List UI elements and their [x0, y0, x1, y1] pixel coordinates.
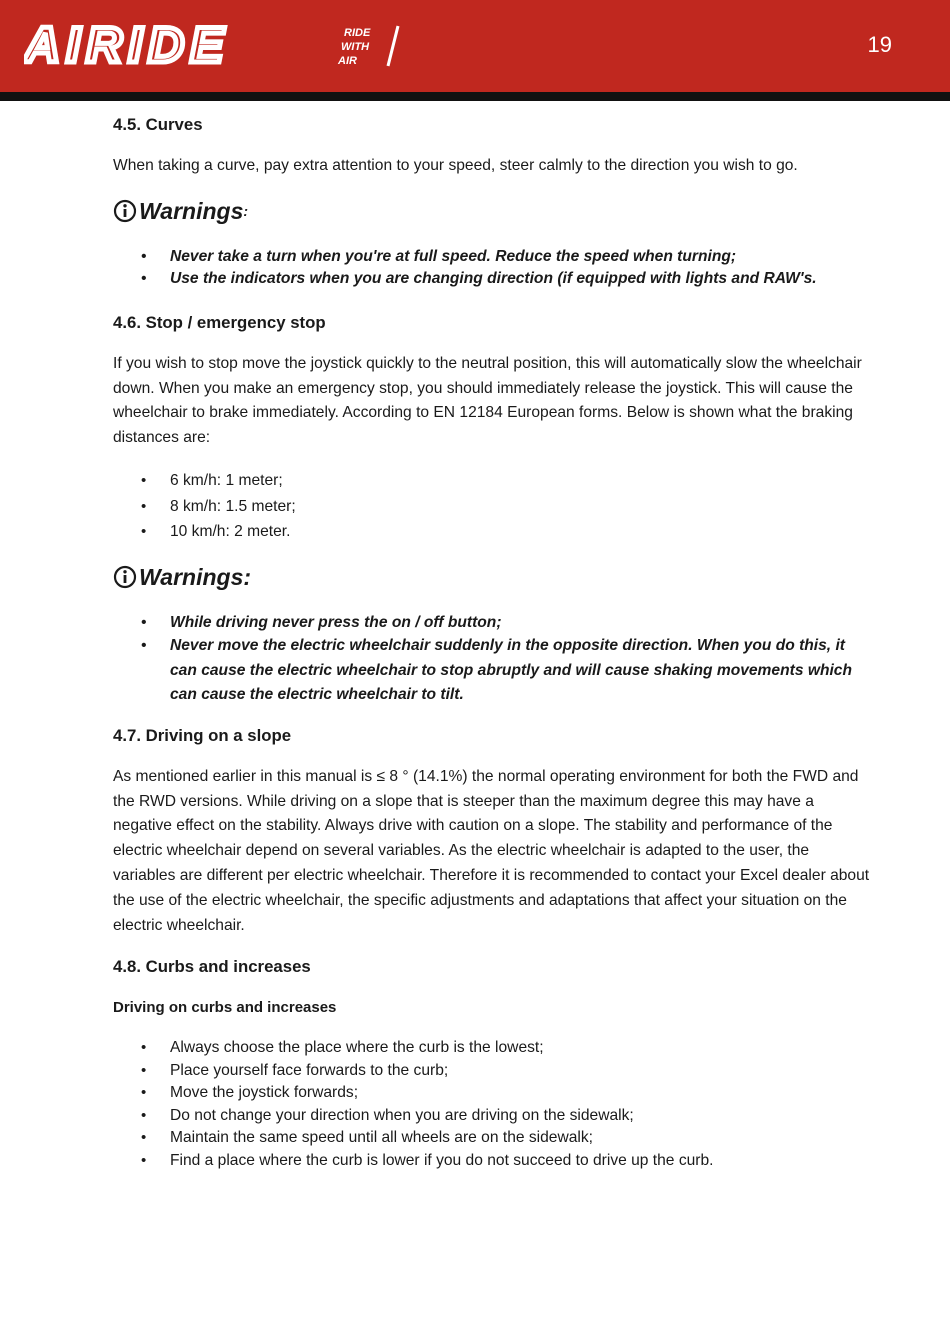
list-item: • Never take a turn when you're at full speed. Reduce the speed when turning; — [170, 246, 873, 269]
stop-warning-title: Warnings: — [139, 563, 252, 590]
stop-warning-heading — [113, 562, 873, 592]
curbs-list — [113, 1037, 873, 1172]
airide-logo — [24, 22, 404, 73]
list-item: • Do not change your direction when you are driving on the sidewalk; — [170, 1105, 873, 1128]
list-item: • 6 km/h: 1 meter; — [170, 468, 873, 494]
info-icon — [113, 565, 137, 589]
curves-body: When taking a curve, pay extra attention to your speed, steer calmly to the direction you wish to go. — [113, 157, 798, 174]
section-title-stop: 4.6. Stop / emergency stop — [113, 312, 326, 332]
logo-tagline-2: WITH — [341, 41, 370, 53]
logo-tagline-1: RIDE — [344, 27, 371, 39]
list-item: • 10 km/h: 2 meter. — [170, 519, 873, 545]
list-item: • Always choose the place where the curb is the lowest; — [170, 1037, 873, 1060]
list-item: • Place yourself face forwards to the curb; — [170, 1060, 873, 1083]
curves-warning-heading — [113, 196, 873, 226]
page-header — [0, 0, 950, 92]
list-item: • While driving never press the on / off button; — [170, 612, 873, 635]
slope-body: As mentioned earlier in this manual is ≤ 8 ° (14.1%) the normal operating environment for both the FWD and the RWD versions. While driving on a slope that is steeper than the maximum degree this may have a negative effect on the stability. Always drive with caution on a slope. The stability and performance of the electric wheelchair depend on several variables. As the electric wheelchair is adapted to the user, the variables are different per electric wheelchair. Therefore it is recommended to contact your Excel dealer about the use of the electric wheelchair, the specific adjustments and adaptations that affect your situation on the electric wheelchair. — [113, 767, 870, 934]
list-item: • Find a place where the curb is lower if you do not succeed to drive up the curb. — [170, 1150, 873, 1173]
section-title-curbs: 4.8. Curbs and increases — [113, 957, 311, 977]
list-item: • Use the indicators when you are changing direction (if equipped with lights and RAW's. — [170, 268, 873, 291]
logo-wordmark: AIRIDE — [24, 22, 230, 68]
list-item: • Never move the electric wheelchair suddenly in the opposite direction. When you do this, it can cause the electric wheelchair to stop abruptly and will cause shaking movements which can cause the electric wheelchair to tilt. — [170, 634, 873, 708]
stop-warnings-list — [113, 612, 873, 708]
header-divider — [0, 92, 950, 101]
curves-warning-colon: : — [243, 202, 249, 219]
stop-body: If you wish to stop move the joystick quickly to the neutral position, this will automatically slow the wheelchair down. When you make an emergency stop, you should immediately release the joystick. This will cause the wheelchair to brake immediately. According to EN 12184 European forms. Below is shown what the braking distances are: — [113, 354, 862, 447]
section-title-slope: 4.7. Driving on a slope — [113, 725, 292, 745]
curves-warnings-list — [113, 246, 873, 291]
braking-distance-list — [113, 468, 873, 545]
section-title-curves: 4.5. Curves — [113, 115, 203, 134]
page-content — [113, 113, 873, 1172]
list-item: • Maintain the same speed until all wheels are on the sidewalk; — [170, 1127, 873, 1150]
info-icon — [113, 199, 137, 223]
list-item: • Move the joystick forwards; — [170, 1082, 873, 1105]
logo-tagline-3: AIR — [338, 55, 357, 67]
page-number: 19 — [867, 32, 892, 57]
curves-warning-title: Warnings — [139, 197, 244, 224]
list-item: • 8 km/h: 1.5 meter; — [170, 494, 873, 520]
curbs-subtitle: Driving on curbs and increases — [113, 999, 337, 1017]
